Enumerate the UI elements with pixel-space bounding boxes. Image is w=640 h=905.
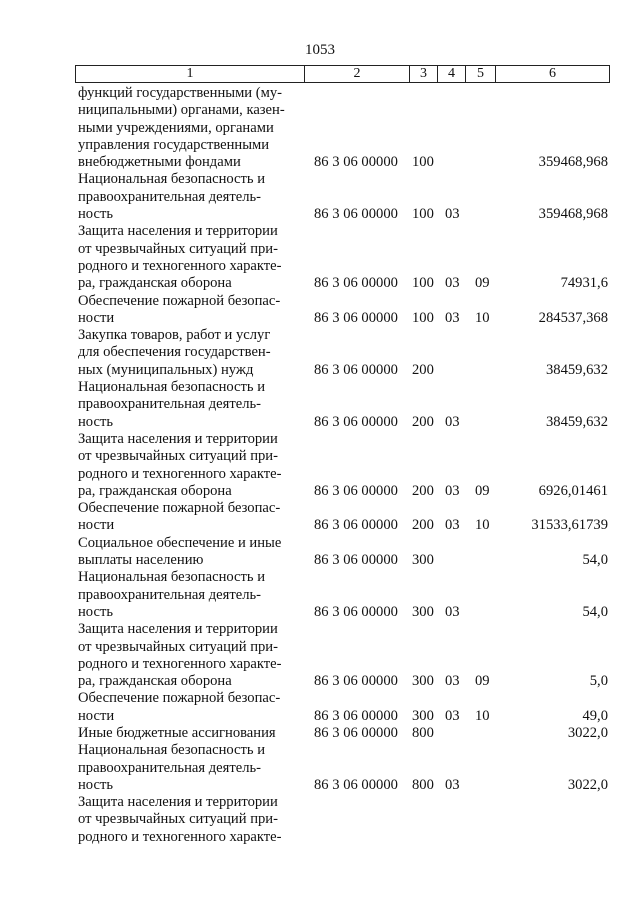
row-amount: 359468,968 [538, 206, 608, 223]
row-name-line: родного и техногенного характе- [78, 655, 282, 672]
row-expense-type: 100 [412, 275, 434, 292]
table-row [0, 725, 640, 742]
row-amount: 3022,0 [567, 776, 608, 793]
row-name-line: правоохранительная деятель- [78, 586, 262, 603]
table-row [0, 85, 640, 171]
row-name [78, 569, 296, 621]
row-name [78, 621, 296, 690]
table-row [0, 535, 640, 570]
table-row [0, 690, 640, 725]
row-expense-type: 300 [412, 552, 434, 569]
row-subsection: 09 [475, 673, 490, 690]
table-row [0, 794, 640, 846]
table-header [75, 65, 610, 83]
table-row [0, 379, 640, 431]
row-expense-type: 100 [412, 309, 434, 326]
row-name-line: выплаты населению [78, 552, 204, 569]
row-name-line: ности [78, 707, 115, 724]
row-name-line: ниципальными) органами, казен- [78, 102, 285, 119]
row-name [78, 690, 296, 725]
table-row [0, 327, 640, 379]
table-row [0, 621, 640, 690]
row-code: 86 3 06 00000 [314, 361, 398, 378]
row-code: 86 3 06 00000 [314, 206, 398, 223]
row-name [78, 725, 296, 742]
row-expense-type: 800 [412, 724, 434, 741]
table-row [0, 293, 640, 328]
row-section: 03 [445, 517, 460, 534]
row-name-line: ных (муниципальных) нужд [78, 361, 254, 378]
row-amount: 49,0 [582, 707, 608, 724]
row-name-line: ра, гражданская оборона [78, 482, 232, 499]
table-row [0, 500, 640, 535]
row-name-line: родного и техногенного характе- [78, 465, 282, 482]
row-code: 86 3 06 00000 [314, 552, 398, 569]
row-expense-type: 200 [412, 413, 434, 430]
row-expense-type: 300 [412, 603, 434, 620]
row-code: 86 3 06 00000 [314, 154, 398, 171]
row-name-line: от чрезвычайных ситуаций при- [78, 638, 278, 655]
row-name-line: Защита населения и территории [78, 430, 278, 447]
row-amount: 54,0 [582, 552, 608, 569]
row-name-line: Социальное обеспечение и иные [78, 534, 282, 551]
row-amount: 359468,968 [538, 154, 608, 171]
row-code: 86 3 06 00000 [314, 724, 398, 741]
row-section: 03 [445, 707, 460, 724]
row-name-line: Национальная безопасность и [78, 569, 266, 586]
row-name-line: ра, гражданская оборона [78, 673, 232, 690]
row-code: 86 3 06 00000 [314, 517, 398, 534]
row-name-line: ность [78, 206, 113, 223]
row-name [78, 379, 296, 431]
row-amount: 284537,368 [538, 309, 608, 326]
row-name-line: правоохранительная деятель- [78, 396, 262, 413]
row-name-line: ность [78, 776, 113, 793]
row-section: 03 [445, 673, 460, 690]
row-name-line: ными учреждениями, органами [78, 119, 274, 136]
row-name-line: для обеспечения государствен- [78, 344, 271, 361]
row-expense-type: 100 [412, 206, 434, 223]
row-amount: 31533,61739 [531, 517, 608, 534]
table-row [0, 742, 640, 794]
row-code: 86 3 06 00000 [314, 309, 398, 326]
table-row [0, 223, 640, 292]
row-code: 86 3 06 00000 [314, 603, 398, 620]
table-body [0, 85, 640, 846]
row-name-line: Национальная безопасность и [78, 742, 266, 759]
header-col-6: 6 [549, 66, 556, 81]
row-name [78, 327, 296, 379]
row-name [78, 171, 296, 223]
row-code: 86 3 06 00000 [314, 275, 398, 292]
row-name-line: от чрезвычайных ситуаций при- [78, 811, 278, 828]
row-name-line: Иные бюджетные ассигнования [78, 724, 276, 741]
row-amount: 3022,0 [567, 724, 608, 741]
row-code: 86 3 06 00000 [314, 673, 398, 690]
row-name-line: ра, гражданская оборона [78, 275, 232, 292]
row-section: 03 [445, 413, 460, 430]
row-name-line: правоохранительная деятель- [78, 759, 262, 776]
row-code: 86 3 06 00000 [314, 482, 398, 499]
row-name-line: Защита населения и территории [78, 223, 278, 240]
row-expense-type: 800 [412, 776, 434, 793]
row-code: 86 3 06 00000 [314, 413, 398, 430]
row-expense-type: 300 [412, 707, 434, 724]
header-col-1: 1 [76, 66, 305, 82]
row-name-line: Обеспечение пожарной безопас- [78, 500, 281, 517]
row-name [78, 293, 296, 328]
row-section: 03 [445, 603, 460, 620]
row-name-line: Обеспечение пожарной безопас- [78, 690, 281, 707]
row-name-line: функций государственными (му- [78, 85, 283, 101]
row-name-line: родного и техногенного характе- [78, 828, 282, 845]
row-section: 03 [445, 206, 460, 223]
row-amount: 54,0 [582, 603, 608, 620]
row-name-line: Национальная безопасность и [78, 379, 266, 396]
row-subsection: 09 [475, 482, 490, 499]
row-section: 03 [445, 309, 460, 326]
row-name-line: Национальная безопасность и [78, 171, 266, 188]
row-expense-type: 200 [412, 482, 434, 499]
row-name-line: правоохранительная деятель- [78, 188, 262, 205]
row-name [78, 794, 296, 846]
row-name-line: ность [78, 603, 113, 620]
header-col-2: 2 [305, 66, 410, 82]
row-name-line: Защита населения и территории [78, 794, 278, 811]
row-code: 86 3 06 00000 [314, 707, 398, 724]
page-number: 1053 [305, 42, 335, 58]
row-name-line: ности [78, 517, 115, 534]
row-subsection: 09 [475, 275, 490, 292]
row-name-line: родного и техногенного характе- [78, 257, 282, 274]
row-name [78, 223, 296, 292]
row-name-line: внебюджетными фондами [78, 154, 241, 171]
row-expense-type: 300 [412, 673, 434, 690]
row-name [78, 742, 296, 794]
row-amount: 74931,6 [560, 275, 608, 292]
header-col-4: 4 [438, 66, 466, 82]
row-name-line: от чрезвычайных ситуаций при- [78, 448, 278, 465]
row-section: 03 [445, 776, 460, 793]
row-code: 86 3 06 00000 [314, 776, 398, 793]
table-row [0, 171, 640, 223]
row-amount: 6926,01461 [538, 482, 608, 499]
row-subsection: 10 [475, 707, 490, 724]
header-col-5: 5 [466, 66, 496, 82]
row-name [78, 431, 296, 500]
row-name-line: Закупка товаров, работ и услуг [78, 327, 271, 344]
table-row [0, 569, 640, 621]
row-section: 03 [445, 482, 460, 499]
row-name-line: управления государственными [78, 136, 270, 153]
row-expense-type: 200 [412, 361, 434, 378]
row-amount: 38459,632 [545, 361, 608, 378]
row-name-line: от чрезвычайных ситуаций при- [78, 240, 278, 257]
row-name-line: Обеспечение пожарной безопас- [78, 292, 281, 309]
row-name-line: ности [78, 309, 115, 326]
table-row [0, 431, 640, 500]
row-subsection: 10 [475, 309, 490, 326]
row-name [78, 85, 296, 171]
row-amount: 5,0 [589, 673, 608, 690]
row-expense-type: 100 [412, 154, 434, 171]
row-name-line: Защита населения и территории [78, 621, 278, 638]
row-name [78, 535, 296, 570]
row-name-line: ность [78, 413, 113, 430]
row-section: 03 [445, 275, 460, 292]
row-amount: 38459,632 [545, 413, 608, 430]
row-expense-type: 200 [412, 517, 434, 534]
row-name [78, 500, 296, 535]
header-col-3: 3 [410, 66, 438, 82]
row-subsection: 10 [475, 517, 490, 534]
